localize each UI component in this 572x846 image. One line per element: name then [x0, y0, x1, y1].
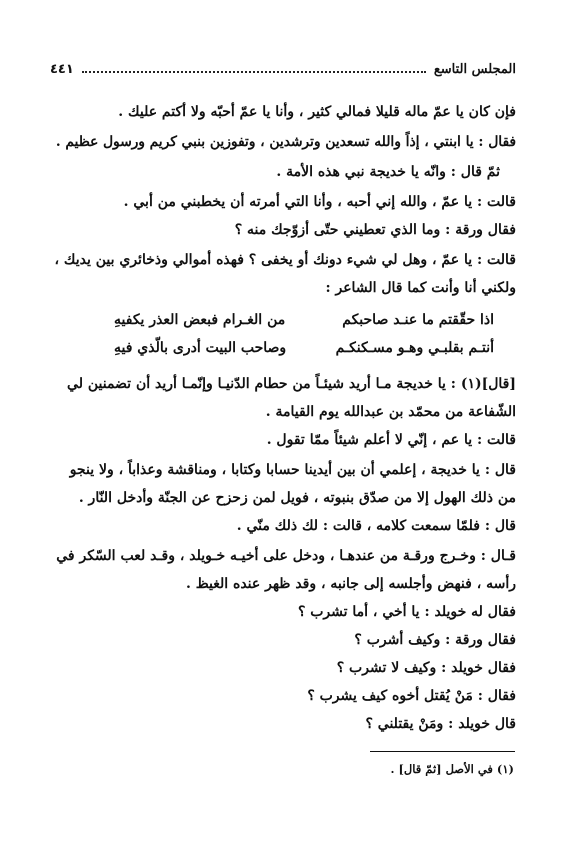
text-line: قالت : يا عمّ ، والله إني أحبه ، وأنا التي أمرته أن يخطبني من أبي .	[123, 194, 516, 210]
text-line: الشّفاعة من محمّد بن عبدالله يوم القيامة .	[265, 404, 516, 420]
text-line: فقال ورقة : وكيف أشرب ؟	[354, 632, 516, 648]
text-line: قال : فلمّا سمعت كلامه ، قالت : لك ذلك منّي .	[236, 518, 516, 534]
text-line: فقال : مَنْ يُقتل أخوه كيف يشرب ؟	[307, 688, 516, 704]
text-line: ولكني أنا وأنت كما قال الشاعر :	[325, 280, 516, 296]
text-line: فقال خويلد : وكيف لا تشرب ؟	[336, 660, 516, 676]
poem-verse	[114, 312, 494, 334]
text-line: فإن كان يا عمّ ماله قليلا فمالي كثير ، وأنا يا عمّ أحبّه ولا أكتم عليك .	[118, 104, 516, 120]
text-line: فقال ورقة : وما الذي تعطيني حتّى أزوّجك منه ؟	[234, 222, 516, 238]
text-line: من ذلك الهول إلا من صدّق بنبوته ، فويل لمن زحزح عن الجنّة وأدخل النّار .	[78, 490, 516, 506]
text-line: قالت : يا عمّ ، وهل لي شيء دونك أو يخفى ؟ فهذه أموالي وذخائري بين يديك ،	[54, 252, 516, 268]
page-number: ٤٤١	[50, 62, 74, 77]
text-line: قال : يا خديجة ، إعلمي أن بين أيدينا حسابا وكتابا ، ومناقشة وعذاباً ، ولا ينجو	[69, 462, 516, 478]
text-line: قال خويلد : ومَنْ يقتلني ؟	[365, 716, 516, 732]
verse-first-hemistich: أنتـم بقلبـي وهـو مسـكنكـم	[335, 340, 494, 356]
text-line: فقال له خويلد : يا أخي ، أما تشرب ؟	[297, 604, 516, 620]
verse-first-hemistich: اذا حقّقتم ما عنـد صاحبكم	[342, 312, 494, 328]
chapter-title: المجلس التاسع	[433, 62, 516, 77]
poem-verse	[114, 340, 494, 362]
text-line: [قال](١) : يا خديجة مـا أريد شيئـاً من حطام الدّنيـا وإنّمـا أريد أن تضمنين لي	[67, 376, 516, 392]
dotted-leader	[82, 70, 426, 73]
text-line: رأسه ، فنهض وأجلسه إلى جانبه ، وقد ظهر عنده الغيظ .	[185, 576, 516, 592]
text-line: ثمّ قال : وانّه يا خديجة نبي هذه الأمة .	[276, 164, 500, 180]
text-line: قـال : وخـرج ورقـة من عندهـا ، ودخل على أخيـه خـويلد ، وقـد لعب السّكر في	[56, 548, 516, 564]
footnote: (١) في الأصل [ثمّ قال] .	[390, 762, 514, 776]
running-header	[50, 62, 516, 82]
verse-second-hemistich: من الغـرام فبعض العذر يكفيهِ	[114, 312, 286, 328]
text-line: قالت : يا عم ، إنّي لا أعلم شيئاً ممّا تقول .	[266, 432, 516, 448]
footnote-rule	[370, 751, 515, 752]
verse-second-hemistich: وصاحب البيت أدرى بالّذي فيهِ	[114, 340, 287, 356]
text-line: فقال : يا ابنتي ، إذاً والله تسعدين وترشدين ، وتفوزين بنبي كريم ورسول عظيم .	[55, 134, 516, 150]
